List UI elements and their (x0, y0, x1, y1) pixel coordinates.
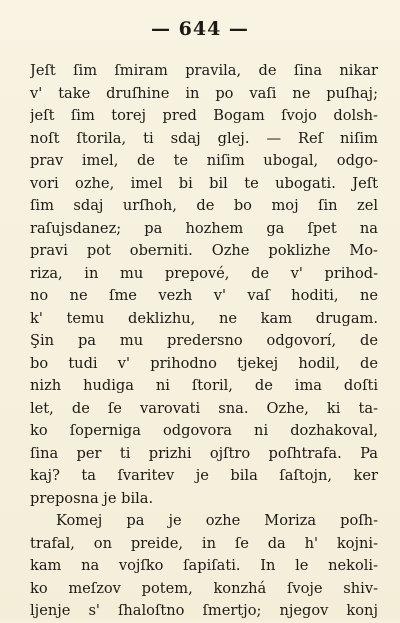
text-line: Komej pa je ozhe Moriza poſh- (56, 512, 378, 529)
text-line: pravi pot oberniti. Ozhe poklizhe Mo- (30, 242, 378, 259)
text-line: raſujsdanez; pa hozhem ga ſpet na (30, 219, 378, 237)
text-line: preposna je bila. (30, 489, 154, 507)
body-text (30, 60, 378, 623)
text-line: ſim sdaj urſhoh, de bo moj ſin zel (30, 197, 378, 214)
text-line: no ne ſme vezh v' vaſ hoditi, ne (30, 287, 378, 304)
text-line: Jeſt ſim ſmiram pravila, de ſina nikar (30, 62, 378, 79)
text-line: noſt ſtorila, ti sdaj glej. — Reſ niſim (30, 129, 378, 147)
text-line: kam na vojſko ſapiſati. In le nekoli- (30, 557, 378, 574)
text-line: jeſt ſim torej pred Bogam ſvojo dolsh- (30, 107, 378, 124)
text-line: riza, in mu prepové, de v' prihod- (30, 264, 378, 282)
text-line: Şin pa mu predersno odgovorí, de (30, 332, 378, 349)
text-line: nizh hudiga ni ſtoril, de ima doſti (30, 377, 378, 394)
text-line: bo tudi v' prihodno tjekej hodil, de (30, 354, 378, 372)
text-line: ſina per ti prizhi ojſtro poſhtrafa. Pa (30, 444, 378, 462)
text-line: kaj? ta ſvaritev je bila ſaſtojn, ker (30, 467, 378, 484)
text-line: prav imel, de te niſim ubogal, odgo- (30, 152, 378, 169)
text-line: v' take druſhine in po vaſi ne puſhaj; (30, 84, 378, 102)
text-line: vori ozhe, imel bi bil te ubogati. Jeſt (30, 174, 378, 192)
text-line: trafal, on preide, in ſe da h' kojni- (30, 534, 378, 552)
text-line: ko ſoperniga odgovora ni dozhakoval, (30, 422, 378, 439)
text-line: k' temu deklizhu, ne kam drugam. (30, 309, 378, 327)
page-number: — 644 — (151, 18, 249, 40)
text-line: let, de ſe varovati sna. Ozhe, ki ta- (30, 399, 378, 417)
text-line: ljenje s' ſhaloſtno ſmertjo; njegov konj (30, 602, 378, 619)
text-line: ko meſzov potem, konzhá ſvoje shiv- (30, 579, 378, 597)
